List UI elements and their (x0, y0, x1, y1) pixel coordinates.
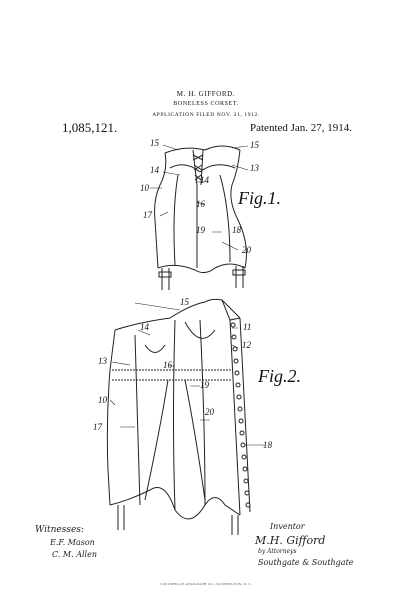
fig2-ref: 12 (242, 340, 251, 350)
fig1-ref: 19 (196, 225, 205, 235)
fig2-ref: 11 (243, 322, 252, 332)
fig2-ref: 13 (98, 356, 107, 366)
fig2-ref: 14 (140, 322, 149, 332)
inventor-label: Inventor (270, 522, 305, 531)
witness-signature: E.F. Mason (50, 538, 95, 547)
fig2-ref: 20 (205, 407, 214, 417)
patent-title: BONELESS CORSET. (173, 101, 239, 107)
application-date: APPLICATION FILED NOV. 21, 1912. (152, 112, 260, 118)
fig1-ref: 18 (232, 225, 241, 235)
patent-date: Patented Jan. 27, 1914. (250, 122, 353, 134)
fig2-ref: 16 (163, 360, 172, 370)
fig1-ref: 20 (242, 245, 251, 255)
fig1-ref: 14 (200, 175, 209, 185)
fig1-corset (155, 146, 247, 290)
fig2-corset-flat (107, 299, 250, 535)
fig1-ref: 14 (150, 165, 159, 175)
fig2-ref: 10 (98, 395, 107, 405)
witnesses-label: Witnesses: (35, 525, 84, 535)
fig1-ref: 16 (196, 199, 205, 209)
fig2-ref: 19 (200, 380, 209, 390)
attorney-signature: Southgate & Southgate (258, 558, 354, 567)
witness-signature: C. M. Allen (52, 550, 97, 559)
inventor-signature: M.H. Gifford (255, 534, 326, 547)
fig1-ref: 10 (140, 183, 149, 193)
fig2-ref: 15 (180, 297, 189, 307)
fig2-ref: 18 (263, 440, 272, 450)
fig1-ref: 17 (143, 210, 152, 220)
fig1-ref: 13 (250, 163, 259, 173)
fig2-ref: 17 (93, 422, 102, 432)
printer-footer: COLUMBIA PLANOGRAPH CO., WASHINGTON, D. C. (159, 582, 253, 586)
fig1-label: Fig.1. (238, 188, 281, 208)
patent-number: 1,085,121. (62, 120, 118, 135)
fig2-label: Fig.2. (258, 366, 301, 386)
fig2-eyelets (231, 323, 250, 507)
fig1-ref: 15 (250, 140, 259, 150)
fig1-ref: 15 (150, 138, 159, 148)
attorney-label: by Attorneys (258, 548, 297, 555)
inventor-name: M. H. GIFFORD. (176, 90, 236, 98)
